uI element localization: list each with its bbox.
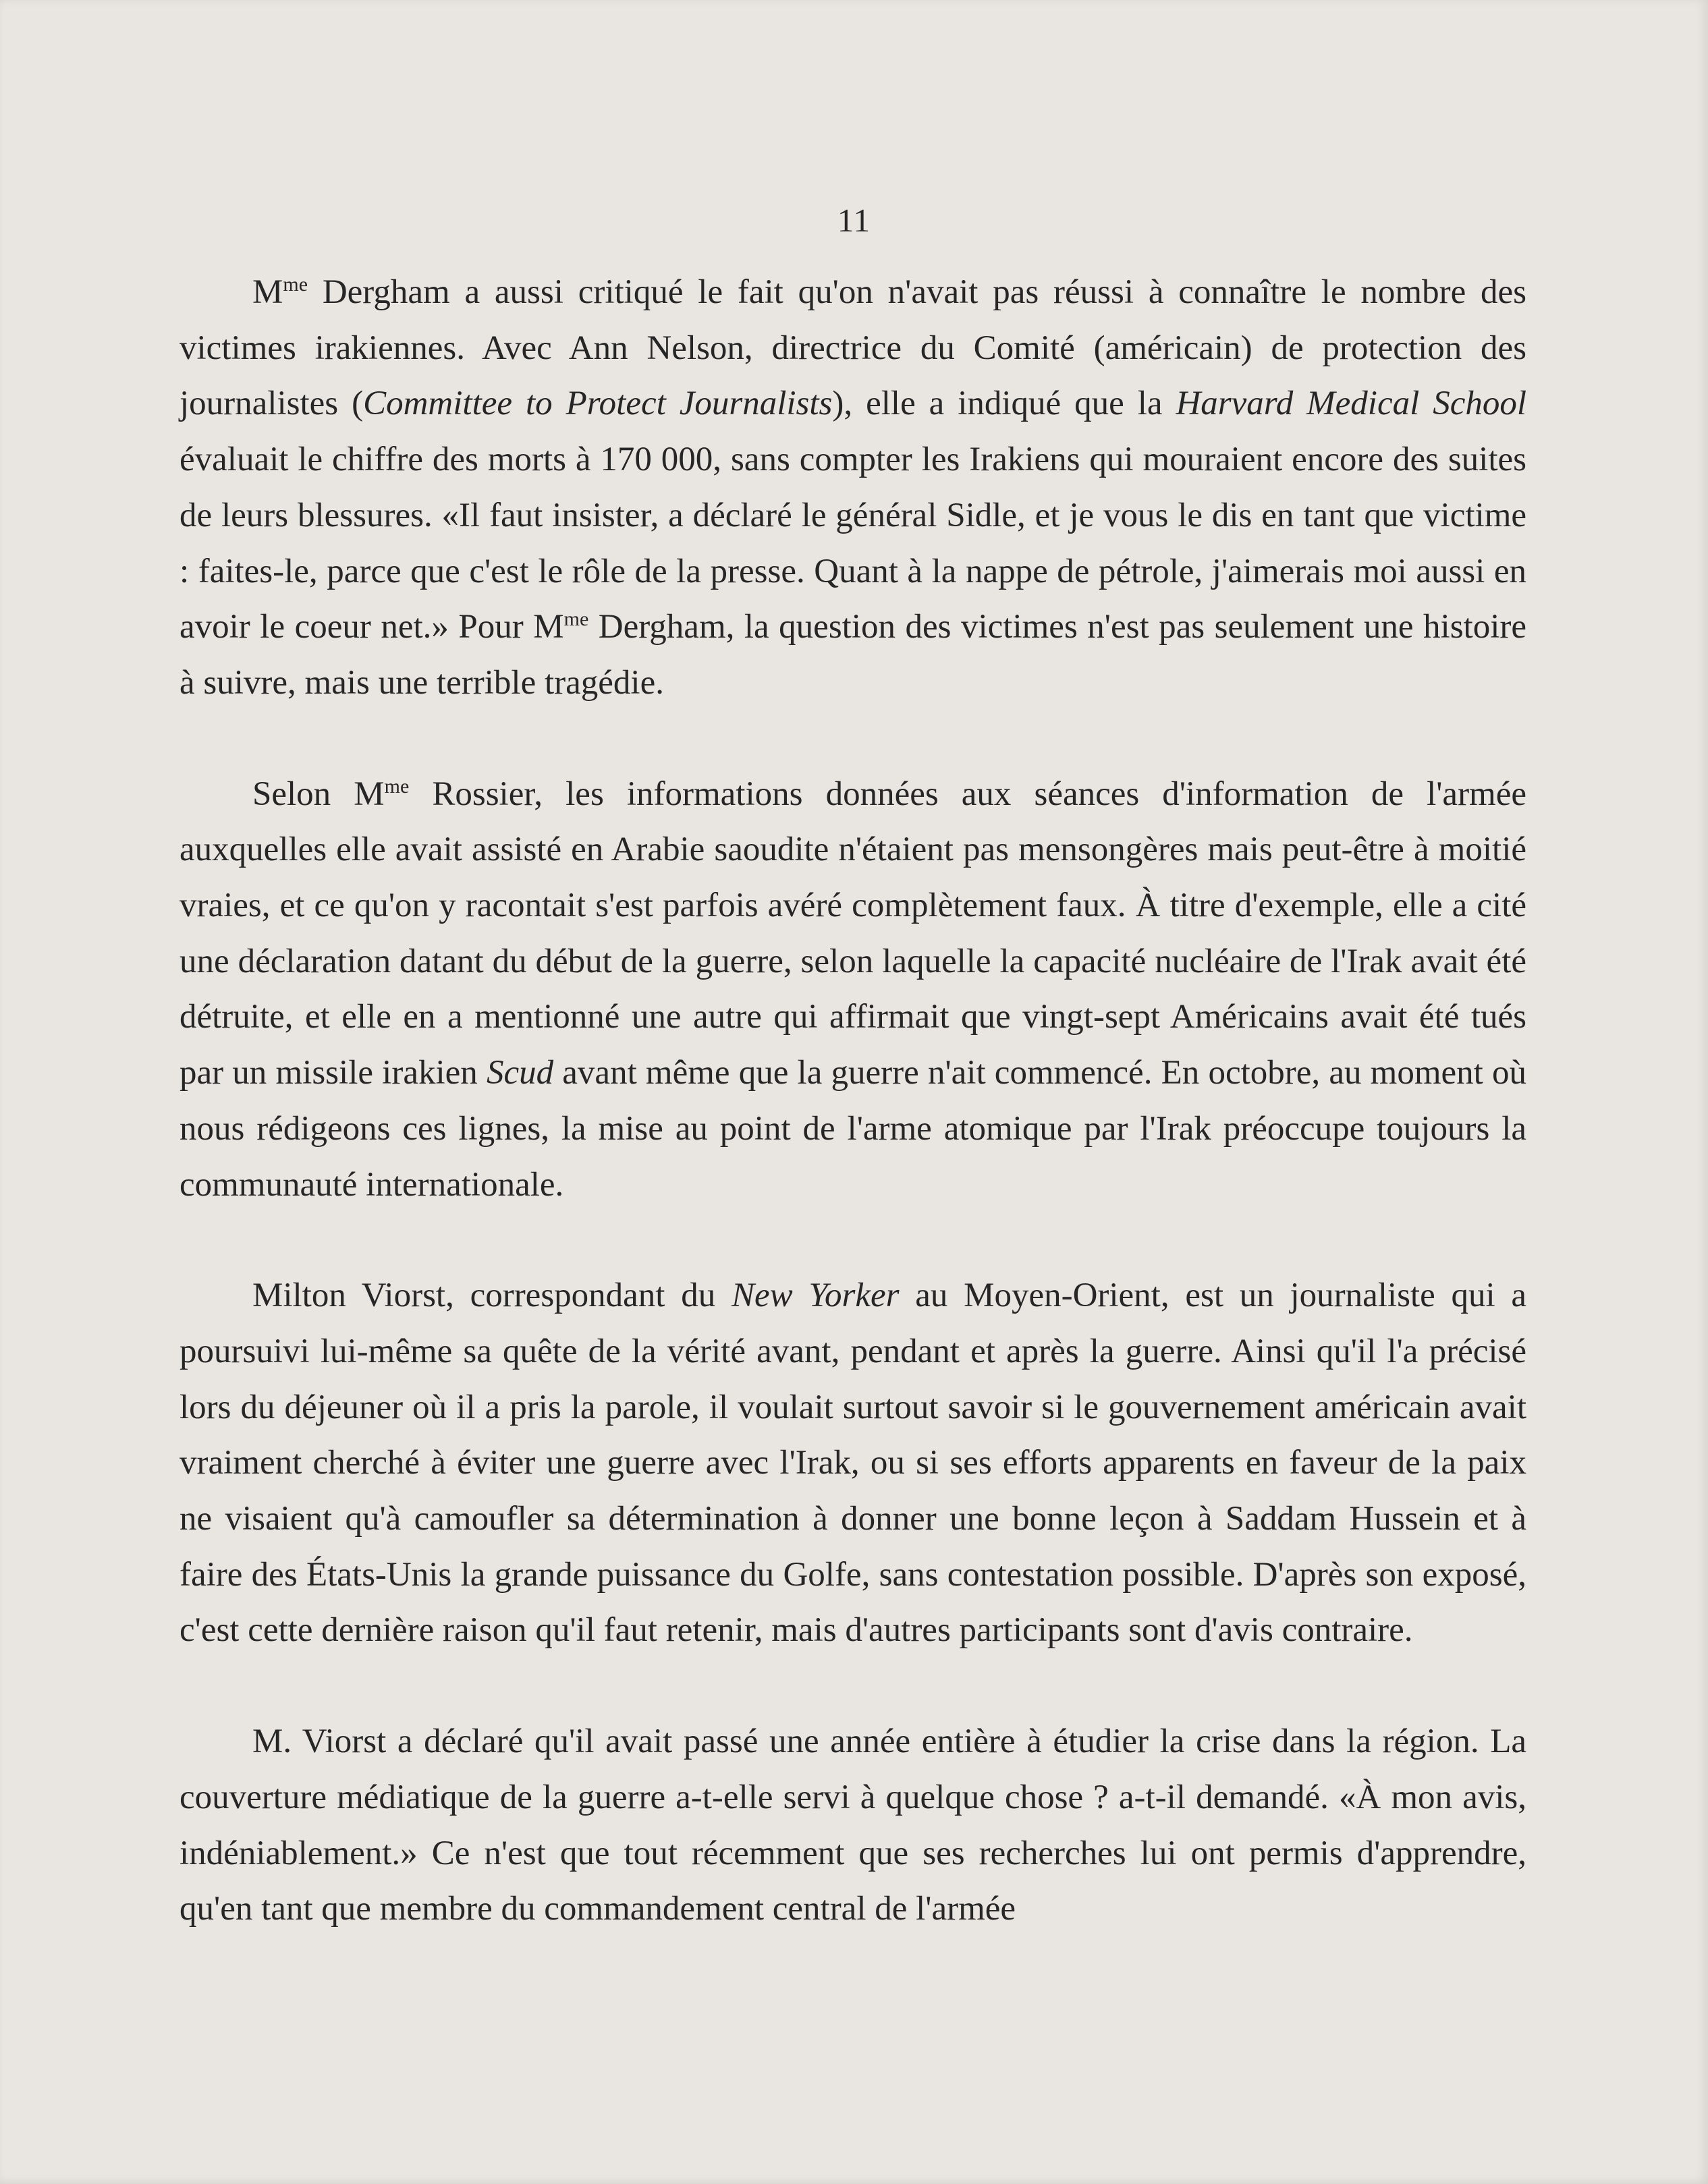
text-run: M. Viorst a déclaré qu'il avait passé une année entière à étudier la crise dans la région. La couverture médiatique de la guerre a-t-elle servi à quelque chose ? a-t-il demandé. «À mon avis, indéniablement.» Ce n'est que tout récemment que ses recherches lui ont permis d'apprendre, qu'en tant que membre du commandement central de l'armée — [180, 1723, 1526, 1928]
text-run: évaluait le chiffre des morts à 170 000, sans compter les Irakiens qui mouraient encore des suites de leurs blessures. «Il faut insister, a déclaré le général Sidle, et je vous le dis en tant que victime : faites-le, parce que c'est le rôle de la presse. Quant à la nappe de pétrole, j'aimerais moi aussi en avoir le coeur net.» Pour M — [180, 441, 1526, 646]
text-run: avant même que la guerre n'ait commencé. En octobre, au moment où nous rédigeons ces lignes, la mise au point de l'arme atomique par l'Irak préoccupe toujours la communauté internationale. — [180, 1054, 1526, 1204]
text-run: M — [252, 273, 283, 311]
paragraph — [180, 1714, 1526, 1937]
page-number: 11 — [837, 202, 871, 239]
body-text — [180, 264, 1526, 1937]
italic-text: New Yorker — [731, 1277, 900, 1315]
superscript-text: me — [283, 273, 308, 296]
italic-text: Committee to Protect Journalists — [363, 385, 833, 423]
text-run: Dergham, la question des victimes n'est pas seulement une histoire à suivre, mais une terrible tragédie. — [180, 608, 1526, 702]
text-run: Rossier, les informations données aux séances d'information de l'armée auxquelles elle avait assisté en Arabie saoudite n'étaient pas mensongères mais peut-être à moitié vraies, et ce qu'on y racontait s'est parfois avéré complètement faux. À titre d'exemple, elle a cité une déclaration datant du début de la guerre, selon laquelle la capacité nucléaire de l'Irak avait été détruite, et elle en a mentionné une autre qui affirmait que vingt-sept Américains avait été tués par un missile irakien — [180, 775, 1526, 1092]
paragraph — [180, 1268, 1526, 1658]
paragraph — [180, 766, 1526, 1213]
text-run: Milton Viorst, correspondant du — [252, 1277, 732, 1315]
italic-text: Scud — [486, 1054, 554, 1092]
text-run: au Moyen-Orient, est un journaliste qui a poursuivi lui-même sa quête de la vérité avant, pendant et après la guerre. Ainsi qu'il l'a précisé lors du déjeuner où il a pris la parole, il voulait surtout savoir si le gouvernement américain avait vraiment cherché à éviter une guerre avec l'Irak, ou si ses efforts apparents en faveur de la paix ne visaient qu'à camoufler sa détermination à donner une bonne leçon à Saddam Hussein et à faire des États-Unis la grande puissance du Golfe, sans contestation possible. D'après son exposé, c'est cette dernière raison qu'il faut retenir, mais d'autres participants sont d'avis contraire. — [180, 1277, 1526, 1650]
superscript-text: me — [384, 775, 410, 797]
text-run: Dergham a aussi critiqué le fait qu'on n'avait pas réussi à connaître le nombre des victimes irakiennes. Avec Ann Nelson, directrice du Comité (américain) de protection des journalistes ( — [180, 273, 1526, 423]
italic-text: Harvard Medical School — [1176, 385, 1526, 423]
paragraph — [180, 264, 1526, 711]
superscript-text: me — [563, 608, 589, 631]
text-run: ), elle a indiqué que la — [832, 385, 1176, 423]
text-run: Selon M — [252, 775, 385, 813]
